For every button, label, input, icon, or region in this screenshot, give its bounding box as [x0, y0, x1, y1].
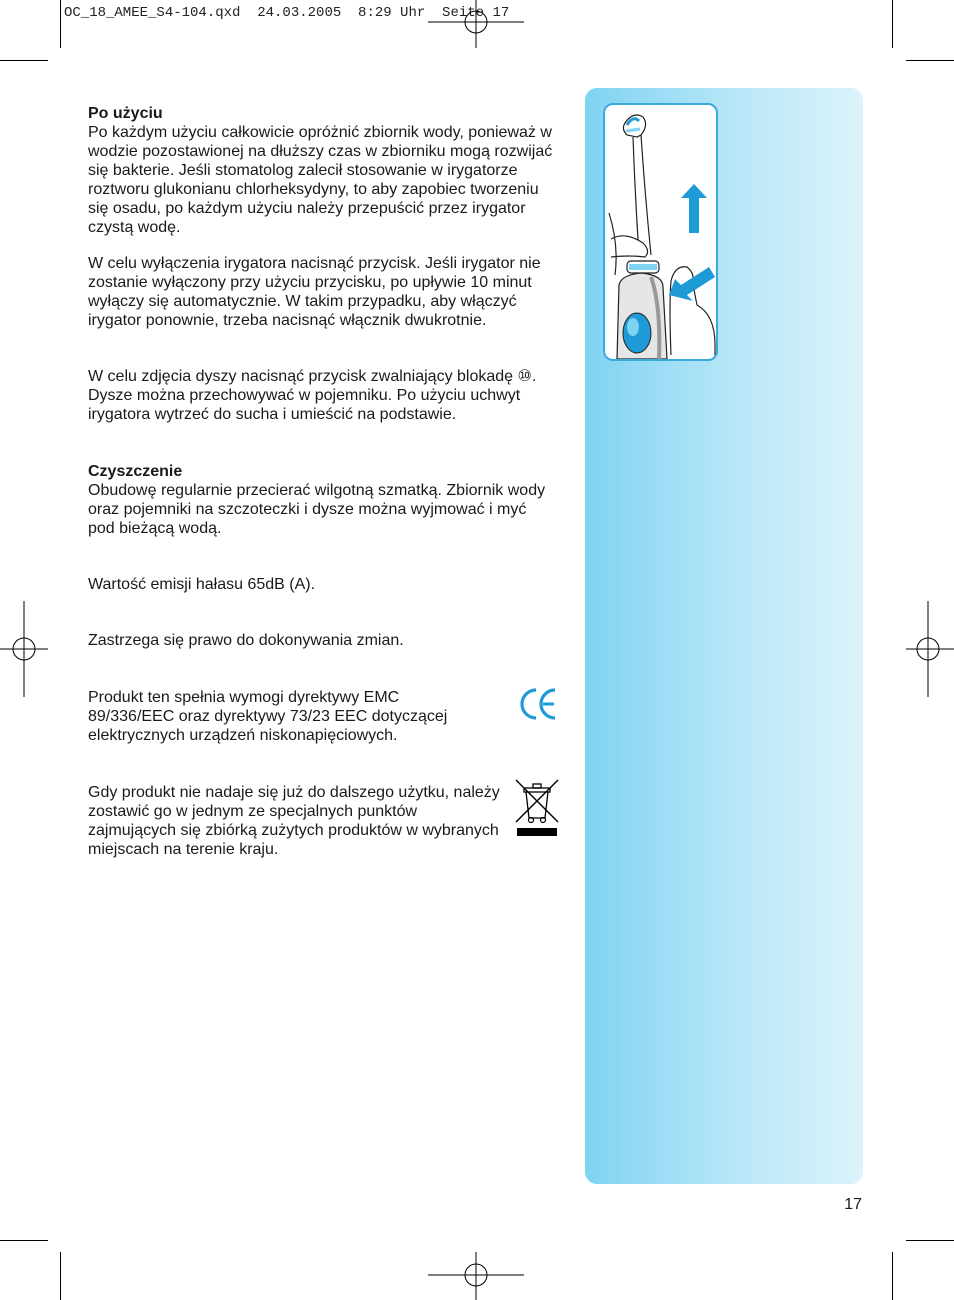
cleaning-heading: Czyszczenie: [88, 463, 183, 480]
crop-mark: [0, 60, 48, 61]
crop-mark: [60, 1252, 61, 1300]
print-slug: OC_18_AMEE_S4-104.qxd 24.03.2005 8:29 Uhr Seite 17: [64, 5, 510, 21]
after-use-paragraph-1: Po każdym użyciu całkowicie opróżnić zbiornik wody, ponieważ w wodzie pozostawionej na dłuższy czas w zbiorniku mogą rozwijać się bakterie. Jeśli stomatolog zalecił stosowanie w irygatorze roztworu glukonianu chlorheksydyny, to aby zapobiec tworzeniu się osadu, po każdym użyciu należy przepuścić przez irygator czystą wodę.: [88, 124, 553, 236]
noise-statement: Wartość emisji hałasu 65dB (A).: [88, 576, 316, 593]
arrow-up-icon: [681, 184, 707, 233]
illustration-frame: [603, 103, 718, 361]
crop-mark: [0, 1240, 48, 1241]
ce-mark-icon: [519, 686, 559, 722]
after-use-paragraph-3: W celu zdjęcia dyszy nacisnąć przycisk zwalniający blokadę ⑩. Dysze można przechowywać w pojemniku. Po użyciu uchwyt irygatora wytrzeć do sucha i umieścić na podstawie.: [88, 368, 537, 423]
after-use-heading: Po użyciu: [88, 105, 163, 122]
crop-mark: [906, 60, 954, 61]
crop-mark: [892, 1252, 893, 1300]
compliance-statement: Produkt ten spełnia wymogi dyrektywy EMC 89/336/EEC oraz dyrektywy 73/23 EEC dotyczącej elektrycznych urządzeń niskonapięciowych.: [88, 689, 448, 744]
cleaning-section: [88, 462, 550, 538]
registration-mark-top: [428, 0, 524, 48]
registration-mark-left: [0, 601, 48, 697]
crop-mark: [892, 0, 893, 48]
crossed-bin-icon: [514, 778, 560, 840]
crop-mark: [60, 0, 61, 48]
cleaning-paragraph: Obudowę regularnie przecierać wilgotną szmatką. Zbiornik wody oraz pojemniki na szczoteczki i dysze można wyjmować i myć pod bieżącą wodą.: [88, 482, 546, 537]
crop-mark: [906, 1240, 954, 1241]
registration-mark-bottom: [428, 1252, 524, 1300]
disposal-statement: Gdy produkt nie nadaje się już do dalszego użytku, należy zostawić go w jednym ze specjalnych punktów zajmujących się zbiórką zużytych produktów w wybranych miejscach na terenie kraju.: [88, 784, 500, 858]
after-use-paragraph-2: W celu wyłączenia irygatora nacisnąć przycisk. Jeśli irygator nie zostanie wyłączony przy użyciu przycisku, po upływie 10 minut wyłączy się automatycznie. W takim przypadku, aby włączyć irygator ponownie, trzeba nacisnąć włącznik dwukrotnie.: [88, 255, 541, 329]
page-number: 17: [844, 1196, 862, 1213]
registration-mark-right: [906, 601, 954, 697]
after-use-section: [88, 104, 558, 237]
rights-statement: Zastrzega się prawo do dokonywania zmian.: [88, 632, 404, 649]
irrigator-handle-illustration: [605, 105, 716, 359]
